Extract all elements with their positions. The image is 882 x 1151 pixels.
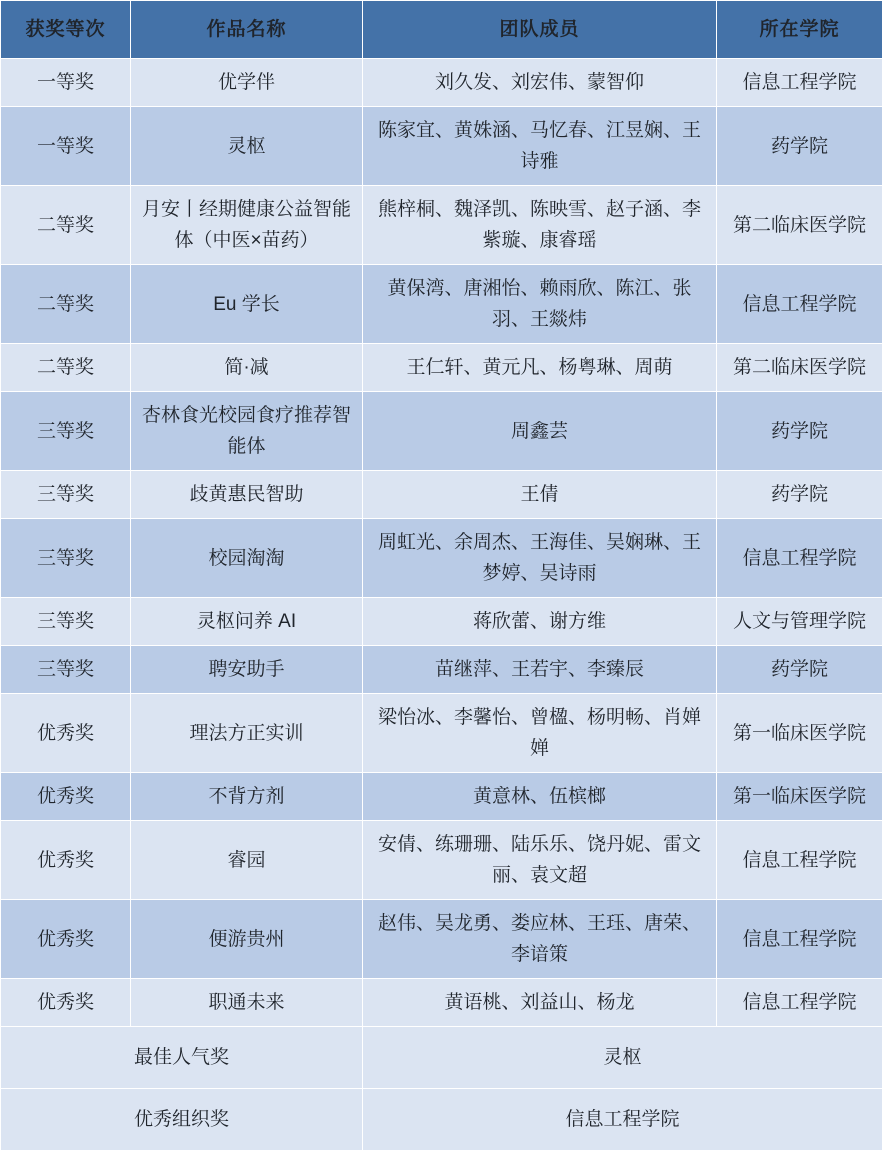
cell-award-level: 优秀奖 [1,979,131,1027]
cell-award-level: 优秀奖 [1,773,131,821]
table-row [1,519,882,598]
cell-work-name: 优学伴 [131,59,363,107]
cell-work-name: 简·减 [131,344,363,392]
cell-award-level: 一等奖 [1,107,131,186]
cell-college: 信息工程学院 [717,821,882,900]
cell-work-name: 便游贵州 [131,900,363,979]
table-row [1,59,882,107]
column-header-college: 所在学院 [717,1,882,59]
cell-award-level: 二等奖 [1,186,131,265]
cell-work-name: 灵枢问养 AI [131,598,363,646]
cell-award-level: 三等奖 [1,646,131,694]
table-row [1,598,882,646]
column-header-award-level: 获奖等次 [1,1,131,59]
table-row [1,900,882,979]
cell-college: 药学院 [717,471,882,519]
table-row [1,773,882,821]
cell-team-members: 黄保湾、唐湘怡、赖雨欣、陈江、张羽、王燚炜 [363,265,717,344]
table-row [1,646,882,694]
cell-work-name: 月安丨经期健康公益智能体（中医×苗药） [131,186,363,265]
column-header-team-members: 团队成员 [363,1,717,59]
cell-work-name: 灵枢 [131,107,363,186]
cell-award-level: 二等奖 [1,344,131,392]
table-body [1,59,882,1151]
cell-award-level: 二等奖 [1,265,131,344]
cell-work-name: 杏林食光校园食疗推荐智能体 [131,392,363,471]
cell-college: 信息工程学院 [717,519,882,598]
cell-college: 第二临床医学院 [717,344,882,392]
cell-team-members: 安倩、练珊珊、陆乐乐、饶丹妮、雷文丽、袁文超 [363,821,717,900]
cell-team-members: 刘久发、刘宏伟、蒙智仰 [363,59,717,107]
cell-team-members: 陈家宜、黄姝涵、马忆春、江昱娴、王诗雅 [363,107,717,186]
cell-college: 药学院 [717,392,882,471]
table-row [1,344,882,392]
table-header-row [1,1,882,59]
cell-college: 第一临床医学院 [717,694,882,773]
table-header [1,1,882,59]
cell-team-members: 赵伟、吴龙勇、娄应林、王珏、唐荣、李谙策 [363,900,717,979]
special-award-value: 灵枢 [363,1027,882,1089]
cell-college: 第一临床医学院 [717,773,882,821]
cell-work-name: Eu 学长 [131,265,363,344]
cell-team-members: 黄语桃、刘益山、杨龙 [363,979,717,1027]
table-row [1,694,882,773]
special-award-label: 优秀组织奖 [1,1089,363,1151]
table-row [1,265,882,344]
cell-team-members: 苗继萍、王若宇、李臻辰 [363,646,717,694]
table-row [1,186,882,265]
special-award-row [1,1027,882,1089]
cell-work-name: 校园淘淘 [131,519,363,598]
cell-award-level: 一等奖 [1,59,131,107]
cell-college: 人文与管理学院 [717,598,882,646]
cell-team-members: 蒋欣蕾、谢方维 [363,598,717,646]
cell-award-level: 三等奖 [1,471,131,519]
cell-team-members: 周虹光、余周杰、王海佳、吴娴琳、王梦婷、吴诗雨 [363,519,717,598]
cell-work-name: 理法方正实训 [131,694,363,773]
cell-team-members: 黄意林、伍槟榔 [363,773,717,821]
cell-college: 药学院 [717,107,882,186]
cell-team-members: 王倩 [363,471,717,519]
cell-team-members: 周鑫芸 [363,392,717,471]
cell-award-level: 三等奖 [1,598,131,646]
cell-college: 信息工程学院 [717,265,882,344]
cell-work-name: 聘安助手 [131,646,363,694]
table-row [1,471,882,519]
cell-award-level: 优秀奖 [1,821,131,900]
cell-work-name: 睿园 [131,821,363,900]
cell-team-members: 王仁轩、黄元凡、杨粤琳、周萌 [363,344,717,392]
cell-work-name: 歧黄惠民智助 [131,471,363,519]
special-award-label: 最佳人气奖 [1,1027,363,1089]
cell-college: 药学院 [717,646,882,694]
special-award-row [1,1089,882,1151]
cell-college: 信息工程学院 [717,59,882,107]
table-row [1,107,882,186]
cell-work-name: 职通未来 [131,979,363,1027]
table-row [1,392,882,471]
cell-college: 信息工程学院 [717,900,882,979]
cell-award-level: 三等奖 [1,519,131,598]
cell-college: 第二临床医学院 [717,186,882,265]
cell-team-members: 梁怡冰、李馨怡、曾楹、杨明畅、肖婵婵 [363,694,717,773]
table-row [1,979,882,1027]
special-award-value: 信息工程学院 [363,1089,882,1151]
cell-college: 信息工程学院 [717,979,882,1027]
cell-award-level: 三等奖 [1,392,131,471]
cell-award-level: 优秀奖 [1,694,131,773]
column-header-work-name: 作品名称 [131,1,363,59]
cell-award-level: 优秀奖 [1,900,131,979]
cell-work-name: 不背方剂 [131,773,363,821]
table-row [1,821,882,900]
cell-team-members: 熊梓桐、魏泽凯、陈映雪、赵子涵、李紫璇、康睿瑶 [363,186,717,265]
